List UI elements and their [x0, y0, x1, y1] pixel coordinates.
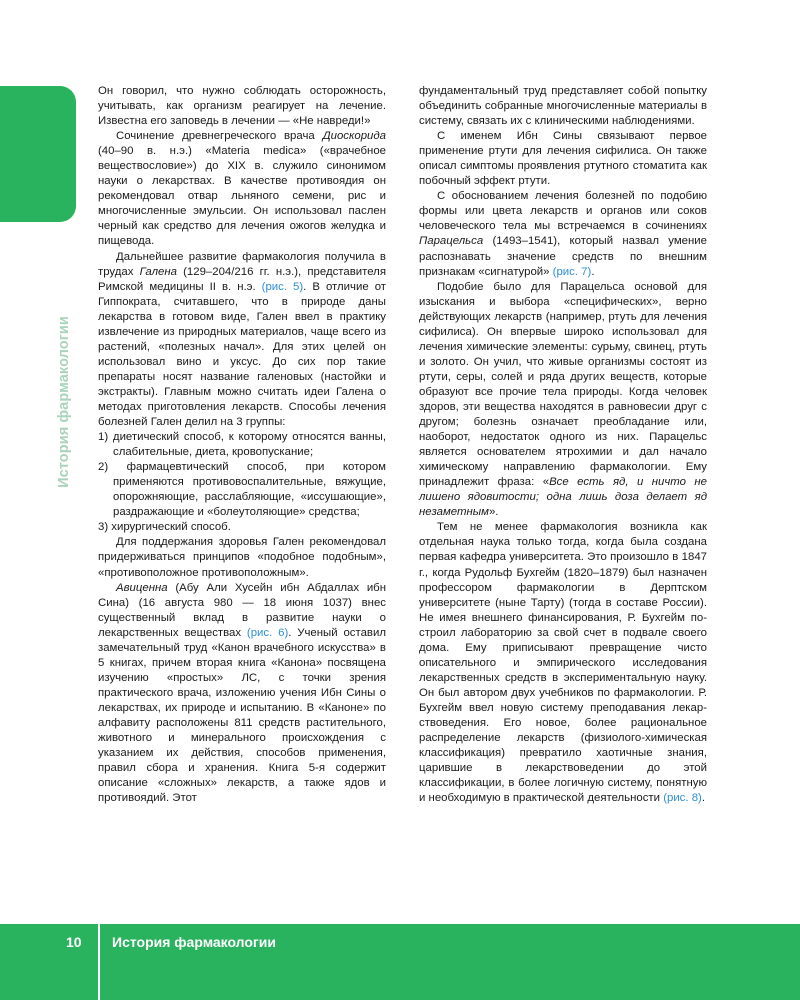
- page-number: 10: [66, 934, 82, 950]
- paragraph: Дальнейшее развитие фармакология получила в трудах Галена (129–204/216 гг. н.э.), представителя Римской медицины II в. н.э. (рис. 5). В отличие от Гиппократа, считавшего, что в природе даны лекарства в готовом виде, Гален ввел в практику извлечение из природных материалов, чаще всего из растений, «полезных начал». Для этих целей он использовал вино и уксус. До сих пор такие препараты носят название галеновых (настойки и экстракты). Главным можно считать идеи Галена о методах приготовления лекарств. Способы лечения болезней Гален делил на 3 группы:: [98, 250, 386, 429]
- paragraph: С обоснованием лечения болезней по подобию формы или цвета лекарств и органов или соков человеческого тела мы встречаемся в сочинениях Парацельса (1493–1541), который назвал умение распознавать значение средств по внешним признакам «сигнатурой» (рис. 7).: [419, 190, 707, 278]
- figure-link[interactable]: (рис. 5): [261, 280, 304, 293]
- figure-link[interactable]: (рис. 8): [663, 792, 702, 805]
- paragraph: Подобие было для Парацельса основой для изыскания и выбора «специфических», верно действующих лекарств (например, ртуть для лечения сифилиса). Он впервые широко использовал для лечения химические элементы: сурьму, свинец, ртуть и золото. Он учил, что живые организмы состоят из ртути, серы, солей и ряда других веществ, которые образуют все прочие тела природы. Когда человек здоров, эти вещества находятся в равновесии друг с другом; болезнь означает преобладание или, наоборот, недостаток одного из них. Парацельс является основателем ятрохимии и дал начало химическому направлению фармакологии. Ему принадлежит фраза: «Все есть яд, и ничто не лишено ядовитости; одна лишь доза делает яд незаметным».: [419, 280, 707, 519]
- paragraph: Он говорил, что нужно соблюдать осторожность, учитывать, как организм реагирует на лечение. Известна его заповедь в лечении — «Не навреди!»: [98, 85, 386, 128]
- list-item: 3) хирургический способ.: [98, 521, 231, 534]
- paragraph: С именем Ибн Сины связывают первое применение ртути для лечения сифилиса. Он также описал симптомы проявления ртутного стоматита как побочный эффект ртути.: [419, 130, 707, 188]
- list-item: 2) фармацевтический способ, при котором применяются противовоспалительные, вяжущие, опорожняющие, расслабляющие, «иссушающие», раздражающие и «болеутоляющие» средства;: [98, 461, 386, 519]
- paragraph: Для поддержания здоровья Гален рекомендовал придерживаться принципов «подобное подобным», «противоположное противоположным».: [98, 536, 386, 579]
- footer-section-title: История фармакологии: [112, 934, 276, 950]
- page-footer: [0, 924, 800, 1000]
- footer-divider: [98, 924, 100, 1000]
- numbered-list: [98, 430, 386, 535]
- figure-link[interactable]: (рис. 6): [246, 626, 289, 639]
- paragraph: Тем не менее фармакология возникла как отдельная наука только тогда, когда была создана первая кафедра университета. Это произошло в 1847 г., когда Рудольф Бухгейм (1820–1879) был назначен профессором фармакологии в Дерптском университете (ныне Тарту) (тогда в составе России). Не имея внешнего финансирования, Р. Бухгейм построил лабораторию за свой счет в подвале своего дома. Ему приписывают превращение чисто описательного и эмпирического исследования лекарственных средств в экспериментальную науку. Он был автором двух учебников по фармакологии. Р. Бухгейм ввел новую систему преподавания лекарствоведения. Его новое, более рациональное распределение лекарств (физиолого-химическая классификация) превратило хаотичные знания, царившие в лекарствоведении до этой классификации, в более логичную систему, понятную и необходимую в практической деятельности (рис. 8).: [419, 521, 707, 805]
- list-item: 1) диетический способ, к которому относятся ванны, слабительные, диета, кровопускание;: [98, 431, 386, 459]
- left-column: [98, 84, 386, 806]
- chapter-tab: [0, 86, 76, 222]
- right-column: [419, 84, 707, 806]
- paragraph: Сочинение древнегреческого врача Диоскорида (40–90 в. н.э.) «Materia medica» («врачебное веществословие») до XIX в. служило синонимом науки о лекарствах. В качестве противоядия он рекомендовал отвар льняного семени, рис и многочисленные эмульсии. Он использовал паслен черный как средство для лечения ожогов желудка и пищевода.: [98, 130, 386, 248]
- paragraph: фундаментальный труд представляет собой попытку объединить собранные многочисленные материалы в систему, связать их с клиническими наблюдениями.: [419, 85, 707, 128]
- paragraph: Авиценна (Абу Али Хусейн ибн Абдаллах ибн Сина) (16 августа 980 — 18 июня 1037) внес существенный вклад в развитие науки о лекарственных веществах (рис. 6). Ученый оставил замечательный труд «Канон врачебного искусства» в 5 книгах, причем вторая книга «Канона» посвящена изучению «простых» ЛС, с точки зрения практического врача, изложению учения Ибн Сины о лекарствах, их природе и испытанию. В «Каноне» по алфавиту расположены 811 средств растительного, животного и минерального происхождения с указанием их действия, способов применения, правил сбора и хранения. Книга 5-я содержит описание «сложных» лекарств, а также ядов и противоядий. Этот: [98, 581, 386, 805]
- chapter-side-label: История фармакологии: [56, 316, 72, 488]
- figure-link[interactable]: (рис. 7): [552, 265, 592, 278]
